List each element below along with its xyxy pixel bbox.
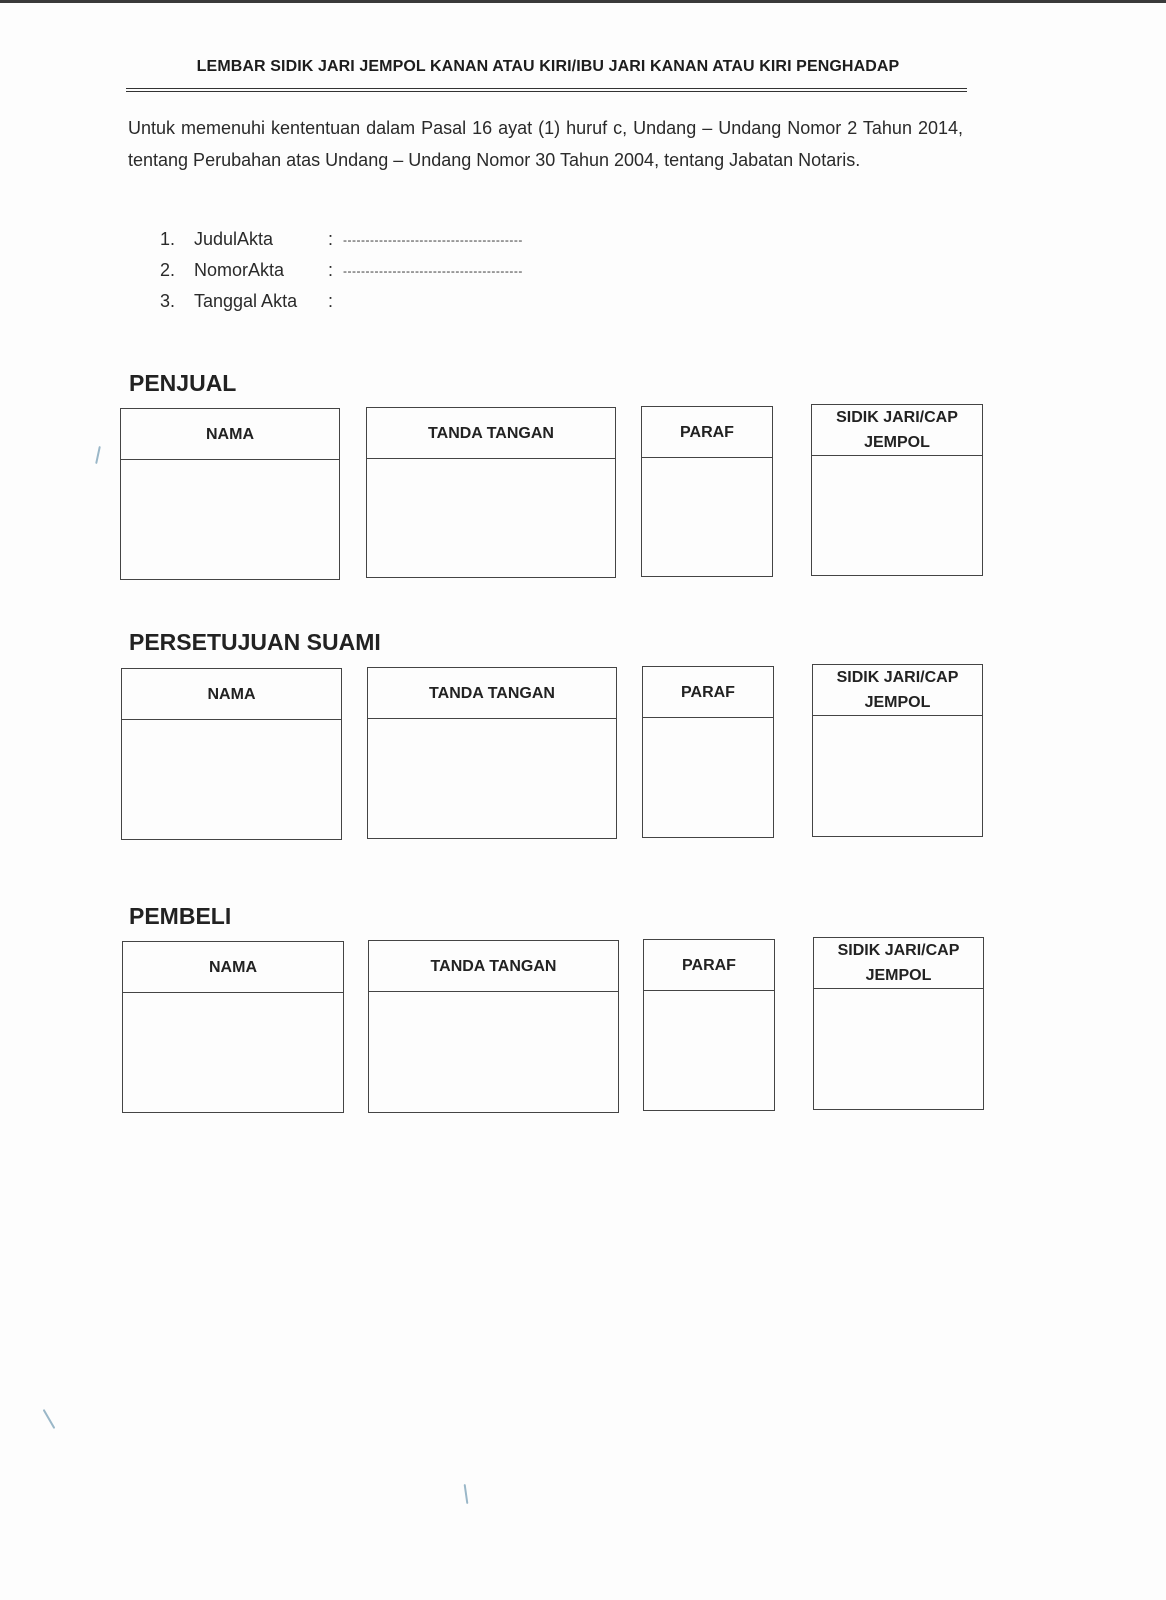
scan-speck bbox=[95, 446, 101, 464]
column-header-name bbox=[123, 942, 343, 993]
field-number: 2. bbox=[160, 260, 176, 280]
fingerprint-entry-area[interactable] bbox=[814, 988, 983, 1109]
initial-entry-area[interactable] bbox=[644, 990, 774, 1110]
column-header-label: TANDA TANGAN bbox=[430, 957, 557, 975]
field-blank-line[interactable]: ---------------------------------------- bbox=[343, 263, 523, 278]
column-header-signature bbox=[368, 668, 616, 719]
column-header-label: NAMA bbox=[206, 425, 254, 443]
column-header-initial bbox=[644, 940, 774, 991]
field-blank-line[interactable]: ---------------------------------------- bbox=[343, 232, 523, 247]
header-line: JEMPOL bbox=[864, 434, 930, 451]
field-number: 1. bbox=[160, 229, 176, 249]
signature-entry-area[interactable] bbox=[367, 458, 615, 577]
header-line: SIDIK JARI/CAP bbox=[837, 942, 960, 959]
suami-fingerprint-box bbox=[812, 664, 983, 837]
scan-speck bbox=[464, 1484, 469, 1504]
initial-entry-area[interactable] bbox=[642, 457, 772, 576]
suami-name-box bbox=[121, 668, 342, 840]
signature-entry-area[interactable] bbox=[369, 991, 618, 1112]
column-header-label bbox=[837, 665, 959, 715]
fingerprint-entry-area[interactable] bbox=[812, 455, 982, 575]
deed-fields-list bbox=[160, 224, 660, 317]
field-label: NomorAkta bbox=[194, 260, 285, 280]
column-header-name bbox=[122, 669, 341, 720]
column-header-label: PARAF bbox=[680, 423, 734, 441]
section-title-persetujuan-suami: PERSETUJUAN SUAMI bbox=[129, 629, 381, 655]
scan-top-edge bbox=[0, 0, 1166, 3]
header-line: SIDIK JARI/CAP bbox=[836, 669, 959, 686]
header-line: JEMPOL bbox=[864, 694, 931, 711]
field-colon: : bbox=[328, 291, 334, 311]
column-header-initial bbox=[643, 667, 773, 718]
column-header-signature bbox=[369, 941, 618, 992]
column-header-initial bbox=[642, 407, 772, 458]
column-header-label: TANDA TANGAN bbox=[429, 684, 555, 702]
penjual-fingerprint-box bbox=[811, 404, 983, 576]
column-header-label bbox=[836, 405, 958, 455]
column-header-signature bbox=[367, 408, 615, 459]
name-entry-area[interactable] bbox=[123, 992, 343, 1112]
column-header-name bbox=[121, 409, 339, 460]
suami-initial-box bbox=[642, 666, 774, 838]
intro-paragraph: Untuk memenuhi kententuan dalam Pasal 16 ayat (1) huruf c, Undang – Undang Nomor 2 Tahun 2014, tentang Perubahan atas Undang – Undang Nomor 30 Tahun 2004, tentang Jabatan Notaris. bbox=[128, 118, 963, 170]
document-title: LEMBAR SIDIK JARI JEMPOL KANAN ATAU KIRI/IBU JARI KANAN ATAU KIRI PENGHADAP bbox=[196, 58, 900, 75]
name-entry-area[interactable] bbox=[122, 719, 341, 839]
column-header-fingerprint bbox=[812, 405, 982, 456]
initial-entry-area[interactable] bbox=[643, 717, 773, 837]
penjual-signature-box bbox=[366, 407, 616, 578]
field-label: Tanggal Akta bbox=[194, 291, 298, 311]
header-line: JEMPOL bbox=[865, 967, 932, 984]
pembeli-signature-box bbox=[368, 940, 619, 1113]
signature-entry-area[interactable] bbox=[368, 718, 616, 838]
suami-signature-box bbox=[367, 667, 617, 839]
name-entry-area[interactable] bbox=[121, 459, 339, 579]
pembeli-name-box bbox=[122, 941, 344, 1113]
field-colon: : bbox=[328, 260, 334, 280]
field-label: JudulAkta bbox=[194, 229, 274, 249]
column-header-label: TANDA TANGAN bbox=[428, 424, 554, 442]
column-header-label bbox=[838, 938, 960, 988]
column-header-fingerprint bbox=[814, 938, 983, 989]
field-judul-akta bbox=[160, 224, 660, 255]
header-line: SIDIK JARI/CAP bbox=[836, 409, 958, 426]
penjual-name-box bbox=[120, 408, 340, 580]
field-tanggal-akta bbox=[160, 286, 660, 317]
column-header-label: NAMA bbox=[207, 685, 256, 703]
penjual-initial-box bbox=[641, 406, 773, 577]
pembeli-fingerprint-box bbox=[813, 937, 984, 1110]
section-title-penjual: PENJUAL bbox=[129, 370, 237, 396]
column-header-label: NAMA bbox=[209, 958, 257, 976]
column-header-label: PARAF bbox=[682, 956, 736, 974]
column-header-fingerprint bbox=[813, 665, 982, 716]
section-title-pembeli: PEMBELI bbox=[129, 903, 232, 929]
scan-speck bbox=[43, 1409, 56, 1429]
column-header-label: PARAF bbox=[681, 683, 735, 701]
title-underline bbox=[126, 88, 967, 92]
field-nomor-akta bbox=[160, 255, 660, 286]
fingerprint-entry-area[interactable] bbox=[813, 715, 982, 836]
field-colon: : bbox=[328, 229, 334, 249]
field-number: 3. bbox=[160, 291, 176, 311]
pembeli-initial-box bbox=[643, 939, 775, 1111]
